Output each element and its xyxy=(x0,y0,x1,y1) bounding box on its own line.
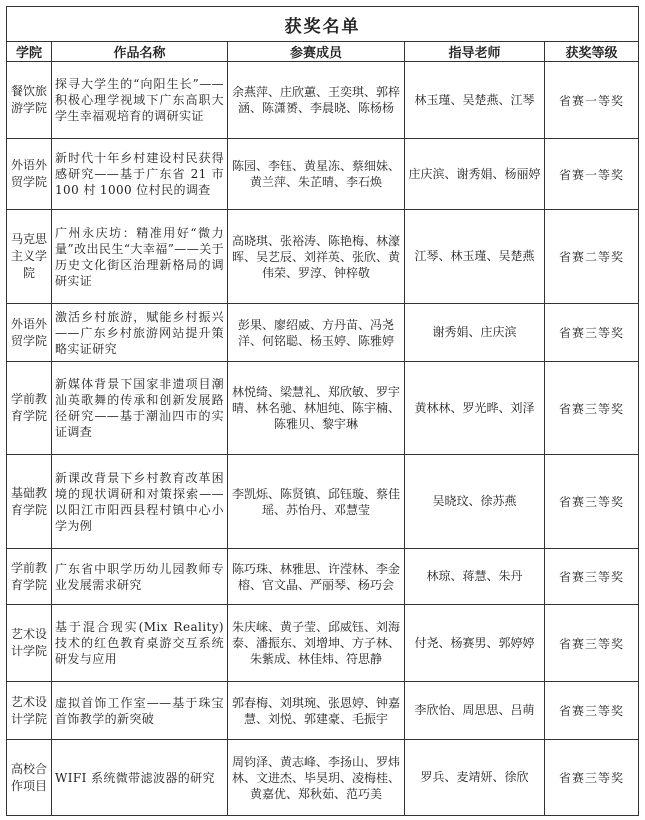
cell-work: 激活乡村旅游，赋能乡村振兴——广东乡村旅游网站提升策略实证研究 xyxy=(52,304,228,362)
table-row xyxy=(7,455,639,549)
cell-members: 朱庆崃、黄子莹、邱威钰、刘海泰、潘振东、刘增坤、方子林、朱紫成、林佳炜、符思静 xyxy=(228,605,405,682)
table-row xyxy=(7,62,639,139)
cell-college: 餐饮旅游学院 xyxy=(7,62,52,139)
cell-college: 艺术设计学院 xyxy=(7,682,52,740)
cell-level: 省赛三等奖 xyxy=(545,362,639,455)
table-title: 获奖名单 xyxy=(7,7,639,42)
cell-college: 外语外贸学院 xyxy=(7,139,52,210)
table-row xyxy=(7,304,639,362)
cell-work: 新时代十年乡村建设村民获得感研究——基于广东省 21 市 100 村 1000 位村民的调查 xyxy=(52,139,228,210)
cell-work: 新课改背景下乡村教育改革困境的现状调研和对策探索——以阳江市阳西县程村镇中心小学为例 xyxy=(52,455,228,549)
cell-members: 陈园、李钰、黄星冻、蔡细妹、黄兰萍、朱芷晴、李石焕 xyxy=(228,139,405,210)
cell-teacher: 李欣怡、周思思、吕萌 xyxy=(405,682,545,740)
header-work: 作品名称 xyxy=(52,42,228,62)
cell-teacher: 林玉瑾、吴楚燕、江琴 xyxy=(405,62,545,139)
cell-members: 陈巧珠、林雅思、许滢林、李金榕、官文晶、严丽琴、杨巧会 xyxy=(228,549,405,605)
cell-level: 省赛一等奖 xyxy=(545,62,639,139)
cell-teacher: 罗兵、麦靖妍、徐欣 xyxy=(405,740,545,816)
cell-work: 探寻大学生的“向阳生长”——积极心理学视域下广东高职大学生幸福观培育的调研实证 xyxy=(52,62,228,139)
header-college: 学院 xyxy=(7,42,52,62)
awards-table xyxy=(6,6,639,816)
cell-college: 基础教育学院 xyxy=(7,455,52,549)
cell-work: 虚拟首饰工作室——基于珠宝首饰教学的新突破 xyxy=(52,682,228,740)
header-members: 参赛成员 xyxy=(228,42,405,62)
cell-level: 省赛二等奖 xyxy=(545,210,639,304)
cell-college: 外语外贸学院 xyxy=(7,304,52,362)
cell-members: 郭春梅、刘琪琬、张恩婷、钟嘉慧、刘悦、郭建豪、毛振宇 xyxy=(228,682,405,740)
cell-college: 学前教育学院 xyxy=(7,549,52,605)
cell-work: 广州永庆坊：精准用好“微力量”改出民生“大幸福”——关于历史文化街区治理新格局的调研实证 xyxy=(52,210,228,304)
cell-teacher: 庄庆滨、谢秀娟、杨丽婷 xyxy=(405,139,545,210)
table-row xyxy=(7,549,639,605)
cell-level: 省赛三等奖 xyxy=(545,549,639,605)
cell-teacher: 林琼、蒋慧、朱丹 xyxy=(405,549,545,605)
header-row xyxy=(7,42,639,62)
cell-level: 省赛三等奖 xyxy=(545,304,639,362)
header-teacher: 指导老师 xyxy=(405,42,545,62)
cell-members: 余燕萍、庄欣蕙、王奕琪、郭梓涵、陈潇赟、李晨晓、陈杨杨 xyxy=(228,62,405,139)
cell-work: 新媒体背景下国家非遗项目潮汕英歌舞的传承和创新发展路径研究——基于潮汕四市的实证调查 xyxy=(52,362,228,455)
cell-level: 省赛三等奖 xyxy=(545,682,639,740)
cell-level: 省赛一等奖 xyxy=(545,139,639,210)
table-row xyxy=(7,362,639,455)
cell-college: 马克思主义学院 xyxy=(7,210,52,304)
table-row xyxy=(7,682,639,740)
table-row xyxy=(7,605,639,682)
cell-teacher: 吴晓玟、徐苏燕 xyxy=(405,455,545,549)
cell-teacher: 谢秀娟、庄庆滨 xyxy=(405,304,545,362)
cell-college: 高校合作项目 xyxy=(7,740,52,816)
cell-members: 彭果、廖绍威、方丹苗、冯尧洋、何铭聪、杨玉婷、陈雅婷 xyxy=(228,304,405,362)
cell-members: 李凯烁、陈贤镇、邱钰璇、蔡佳瑶、苏怡丹、邓慧莹 xyxy=(228,455,405,549)
cell-work: WIFI 系统微带滤波器的研究 xyxy=(52,740,228,816)
cell-work: 广东省中职学历幼儿园教师专业发展需求研究 xyxy=(52,549,228,605)
cell-college: 艺术设计学院 xyxy=(7,605,52,682)
cell-teacher: 江琴、林玉瑾、吴楚燕 xyxy=(405,210,545,304)
cell-college: 学前教育学院 xyxy=(7,362,52,455)
table-row xyxy=(7,210,639,304)
cell-members: 林悦绮、梁慧礼、郑欣敏、罗宇晴、林名驰、林旭纯、陈宇楠、陈雅贝、黎宇琳 xyxy=(228,362,405,455)
table-row xyxy=(7,740,639,816)
cell-level: 省赛三等奖 xyxy=(545,455,639,549)
header-level: 获奖等级 xyxy=(545,42,639,62)
cell-level: 省赛三等奖 xyxy=(545,605,639,682)
cell-level: 省赛三等奖 xyxy=(545,740,639,816)
table-row xyxy=(7,139,639,210)
cell-members: 高晓琪、张裕涛、陈艳梅、林濠晖、吴艺辰、刘祥英、张欣、黄伟荣、罗淳、钟梓敬 xyxy=(228,210,405,304)
cell-work: 基于混合现实(Mix Reality)技术的红色教育桌游交互系统研发与应用 xyxy=(52,605,228,682)
cell-teacher: 付尧、杨赛男、郭婷婷 xyxy=(405,605,545,682)
cell-teacher: 黄林林、罗光晔、刘泽 xyxy=(405,362,545,455)
cell-members: 周钧泽、黄志峰、李扬山、罗炜林、文进杰、毕昊玥、凌梅桂、黄嘉优、郑秋茹、范巧美 xyxy=(228,740,405,816)
